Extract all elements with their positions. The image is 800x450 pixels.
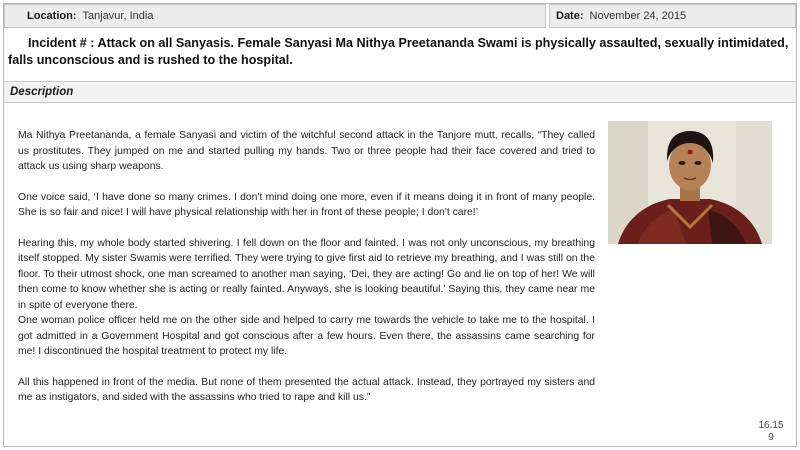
paragraph-4: One woman police officer held me on the other side and helped to carry me towards the vehicle to take me to the hospital. I got admitted in a Government Hospital and got conscious after a few hours. Even there, the assassins came searching for me! I discontinued the hospital treatment to protect my life.	[18, 315, 595, 357]
location-value: Tanjavur, India	[82, 10, 154, 22]
paragraph-1: Ma Nithya Preetananda, a female Sanyasi and victim of the witchful second attack in the Tanjore mutt, recalls, “They called us prostitutes. They jumped on me and started pulling my hands. Two or three people had their face covered and tried to attack us using sharp weapons.	[18, 130, 595, 172]
portrait-photo	[608, 121, 772, 244]
location-label: Location:	[27, 10, 77, 22]
paragraph-2: One voice said, ‘I have done so many crimes. I don't mind doing one more, even if it means doing it in front of many people. She is so fair and nice! I will have physical relationship with her in front of these people; I don't care!’	[18, 191, 595, 218]
description-header	[4, 81, 796, 103]
paragraph-5: All this happened in front of the media. But none of them presented the actual attack. Instead, they portrayed my sisters and me as instigators, and sided with the assassins who tried to rape and kill us.”	[18, 376, 595, 403]
description-body	[18, 128, 595, 421]
location-header	[4, 4, 546, 28]
date-label: Date:	[556, 10, 584, 22]
date-value: November 24, 2015	[589, 10, 687, 22]
date-header	[549, 4, 796, 28]
paragraph-3: Hearing this, my whole body started shivering. I fell down on the floor and fainted. I was not only unconscious, my breathing itself stopped. My sister Swamis were terrified. They were trying to give first aid to retrieve my breathing, and I was still on the floor. To their utmost shock, one man screamed to another man saying, ‘Dei, they are acting! Go and lie on top of her! We will then come to know whether she is acting or really fainted. Anyways, she is looking beautiful.’ Saying this, they came near me in spite of everyone there.	[18, 237, 595, 311]
description-label: Description	[10, 86, 74, 98]
incident-title: Incident # : Attack on all Sanyasis. Female Sanyasi Ma Nithya Preetananda Swami is physically assaulted, sexually intimidated, falls unconscious and is rushed to the hospital.	[8, 36, 789, 67]
page-number: 16.15 9	[758, 420, 784, 443]
